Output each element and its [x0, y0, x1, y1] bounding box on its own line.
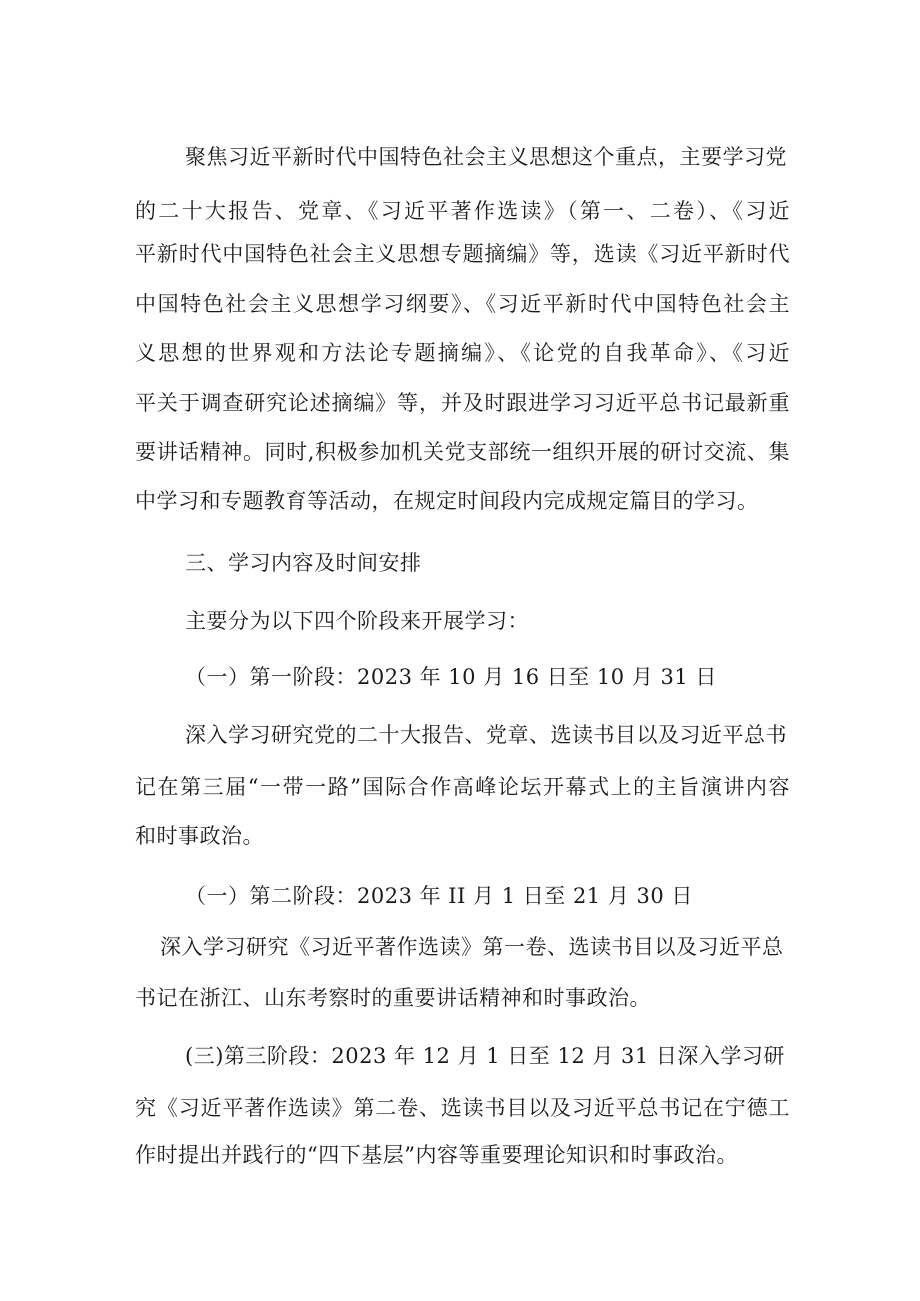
- stage-2-heading: （一）第二阶段：2023 年 II 月 1 日至 21 月 30 日: [185, 884, 693, 908]
- paragraph-1-line-4: 中国特色社会主义思想学习纲要》、《习近平新时代中国特色社会主: [135, 292, 790, 316]
- paragraph-1-line-3: 平新时代中国特色社会主义思想专题摘编》等，选读《习近平新时代: [135, 242, 790, 266]
- paragraph-1-line-8: 中学习和专题教育等活动，在规定时间段内完成规定篇目的学习。: [135, 489, 759, 513]
- paragraph-1-line-6: 平关于调查研究论述摘编》等，并及时跟进学习习近平总书记最新重: [135, 391, 790, 415]
- stage-1-line-1: 深入学习研究党的二十大报告、党章、选读书目以及习近平总书: [185, 723, 787, 747]
- stage-2-line-1: 深入学习研究《习近平著作选读》第一卷、选读书目以及习近平总: [160, 935, 784, 959]
- stages-intro: 主要分为以下四个阶段来开展学习：: [185, 609, 529, 633]
- stage-3-line-1: (三)第三阶段：2023 年 12 月 1 日至 12 月 31 日深入学习研: [185, 1044, 785, 1068]
- paragraph-1-line-2: 的二十大报告、党章、《习近平著作选读》（第一、二卷）、《习近: [135, 199, 790, 223]
- stage-2-line-2: 书记在浙江、山东考察时的重要讲话精神和时事政治。: [135, 986, 651, 1010]
- paragraph-1-line-7: 要讲话精神。同时,积极参加机关党支部统一组织开展的研讨交流、集: [135, 440, 790, 464]
- paragraph-1-line-5: 义思想的世界观和方法论专题摘编》、《论党的自我革命》、《习近: [135, 341, 790, 365]
- stage-3-line-3: 作时提出并践行的“四下基层”内容等重要理论知识和时事政治。: [135, 1143, 738, 1167]
- stage-1-line-3: 和时事政治。: [135, 824, 264, 848]
- section-3-heading: 三、学习内容及时间安排: [185, 551, 422, 575]
- stage-3-line-2: 究《习近平著作选读》第二卷、选读书目以及习近平总书记在宁德工: [135, 1096, 790, 1120]
- paragraph-1-line-1: 聚焦习近平新时代中国特色社会主义思想这个重点，主要学习党: [185, 145, 787, 169]
- stage-1-heading: （一）第一阶段：2023 年 10 月 16 日至 10 月 31 日: [185, 665, 717, 689]
- stage-1-line-2: 记在第三届“一带一路”国际合作高峰论坛开幕式上的主旨演讲内容: [135, 775, 790, 799]
